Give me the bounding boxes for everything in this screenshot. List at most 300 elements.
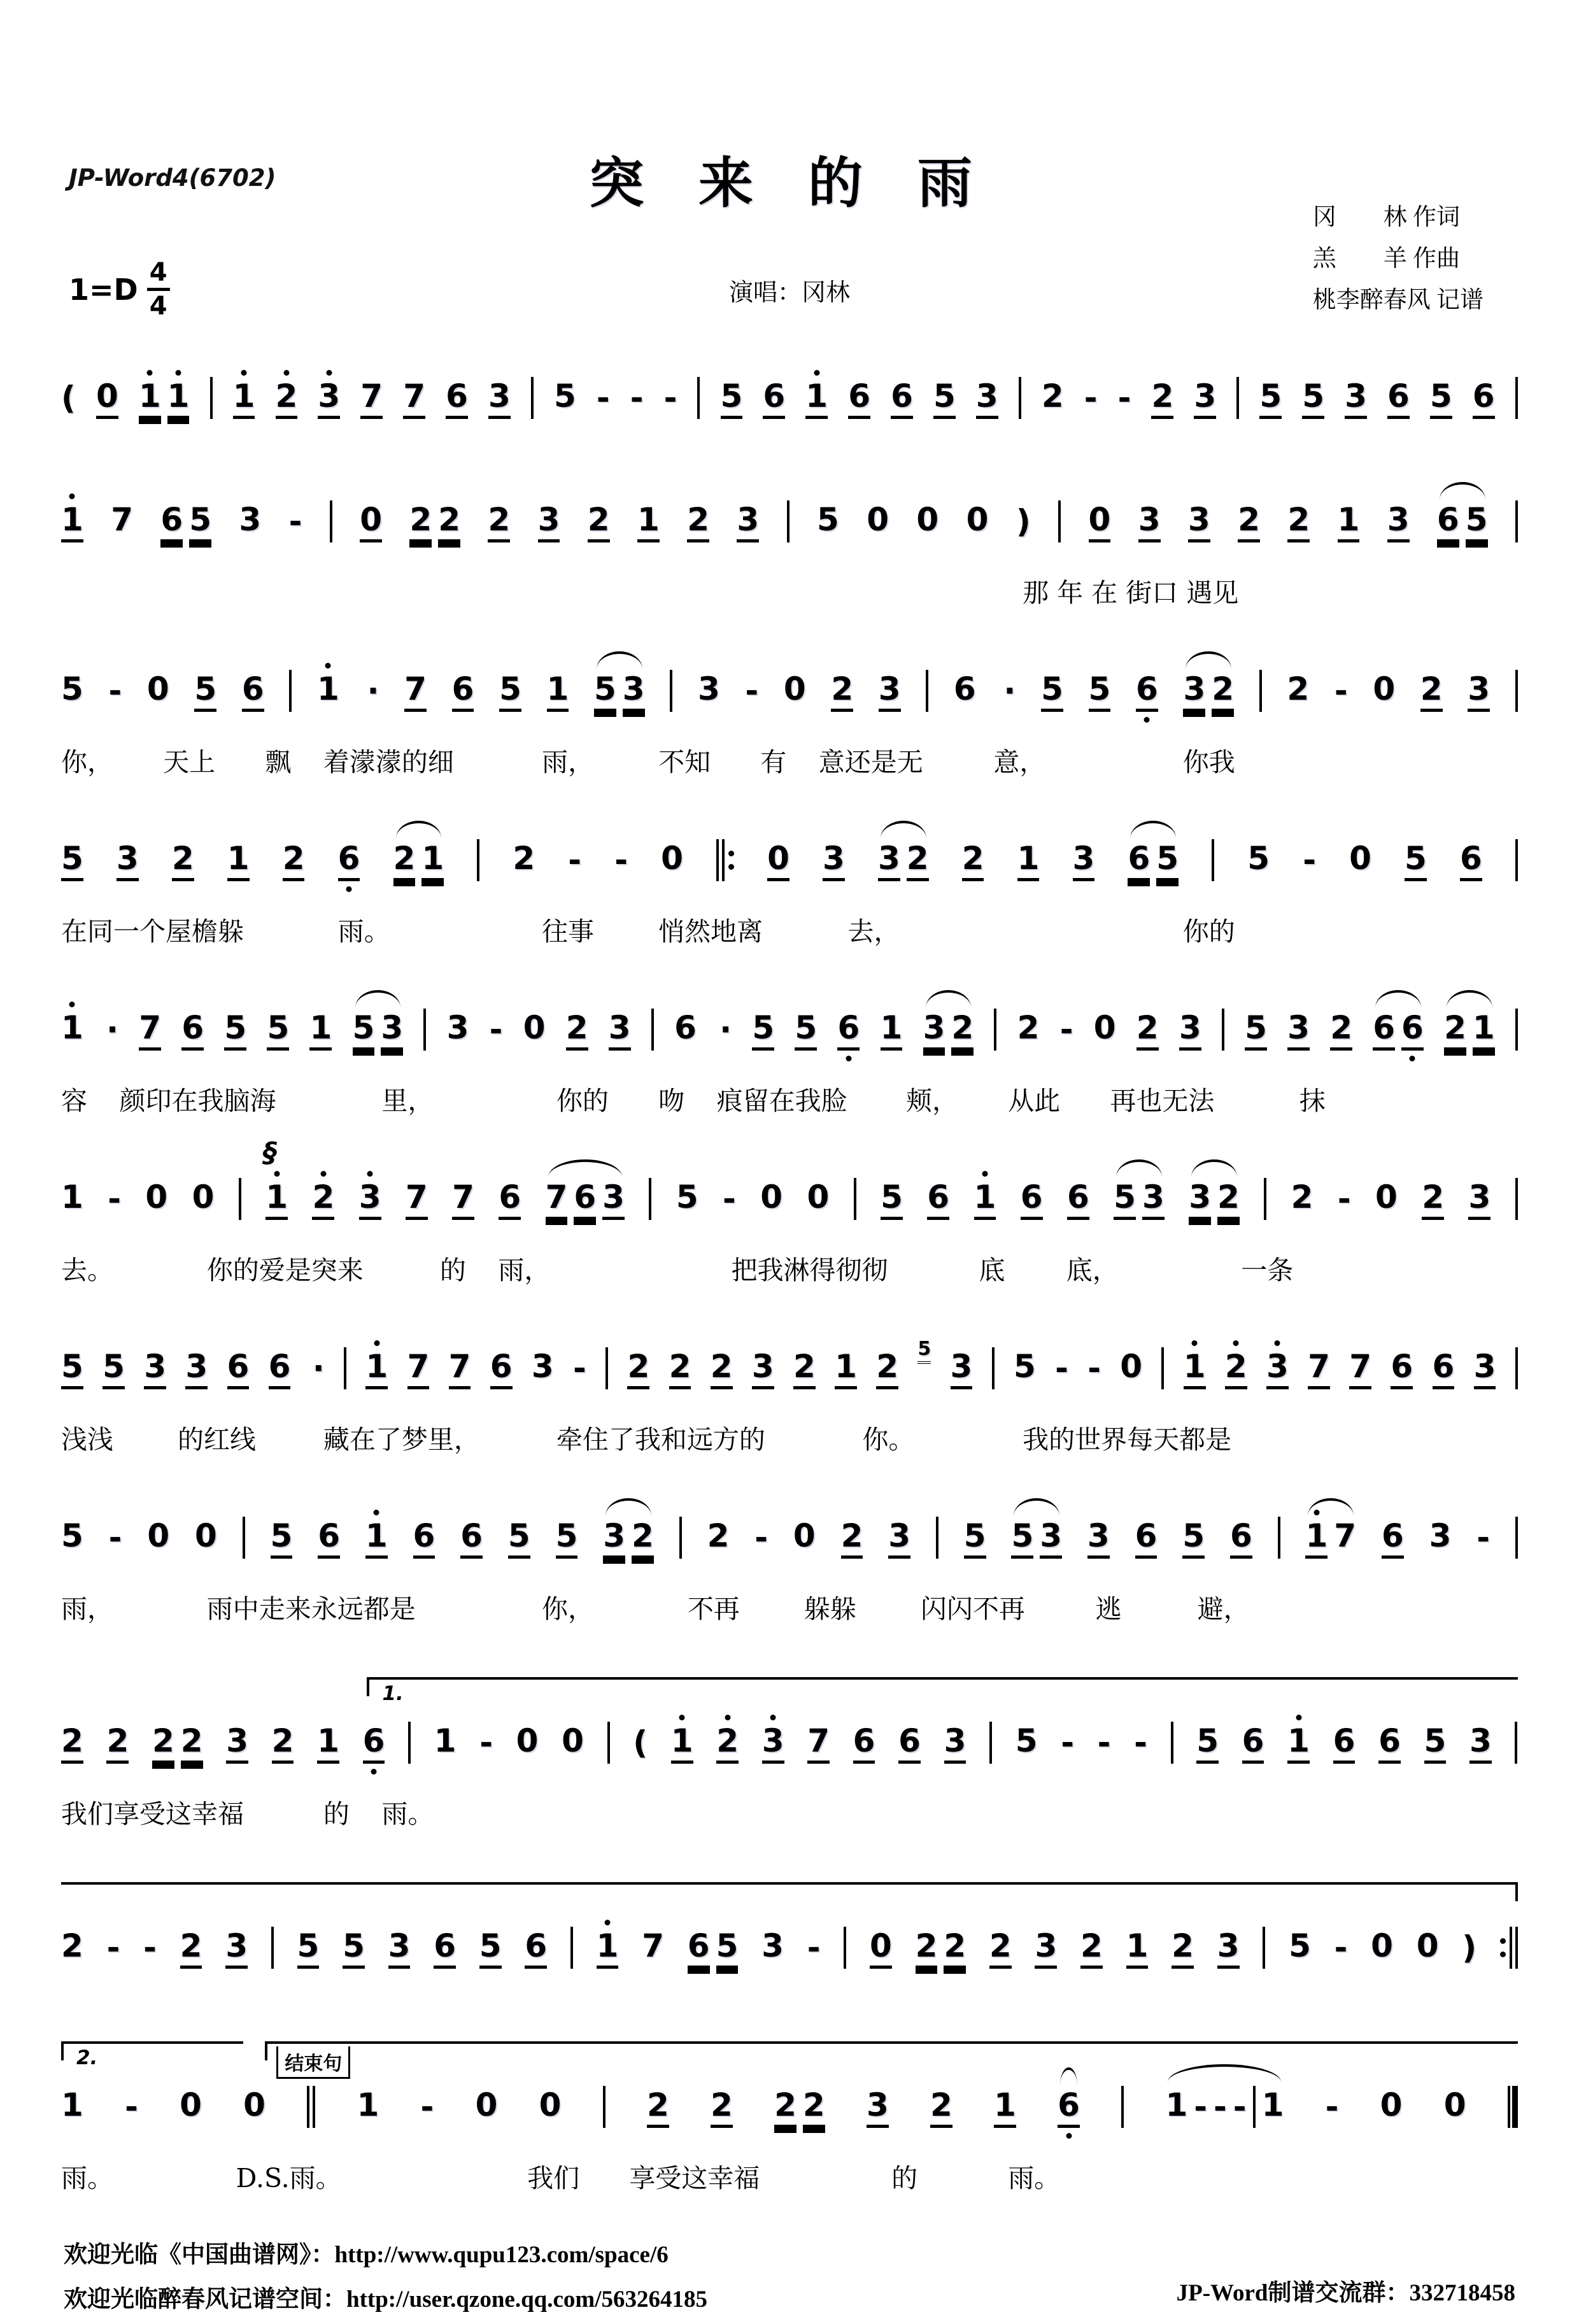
duration-dash: - <box>479 1724 493 1761</box>
note-digit: 6 <box>241 670 264 707</box>
note <box>226 1722 248 1761</box>
duration-dash: - <box>489 1011 503 1048</box>
note <box>276 380 298 416</box>
duration-dash: - <box>1303 842 1316 879</box>
note <box>1120 1350 1142 1386</box>
note-digit: 0 <box>145 1179 168 1215</box>
note-digit: 6 <box>1432 1348 1455 1385</box>
note <box>1468 1181 1490 1217</box>
lyric-text: 的红线 <box>178 1424 257 1455</box>
note-digit: 3 <box>1266 1348 1289 1385</box>
note <box>974 1181 996 1217</box>
note <box>1172 1927 1194 1966</box>
duration-dash: - <box>1059 1011 1073 1048</box>
note-digit: 6 <box>763 378 786 414</box>
slur-group <box>923 1009 974 1047</box>
duration-dash: - <box>1334 1929 1348 1966</box>
note-digit: 1 <box>227 840 250 877</box>
note <box>1093 1009 1116 1047</box>
barline <box>1253 2086 1256 2128</box>
note-digit: 3 <box>751 1348 774 1385</box>
note <box>632 1517 654 1555</box>
note <box>523 1009 546 1047</box>
notation-line <box>61 1327 1518 1410</box>
note-digit: 1 <box>365 1348 388 1385</box>
note-digit: 3 <box>1138 501 1161 538</box>
lyric-text: 着濛濛的细 <box>323 747 454 777</box>
note-digit: 5 <box>103 1348 125 1385</box>
note-digit: 0 <box>1093 1009 1116 1046</box>
note-digit: 2 <box>930 2087 952 2123</box>
barline <box>330 500 332 542</box>
note <box>406 1181 428 1217</box>
duration-dash: - <box>1233 2088 1247 2125</box>
barline <box>1515 670 1518 712</box>
note <box>513 842 535 878</box>
note-digit: 0 <box>1088 501 1111 538</box>
note-digit: 2 <box>1422 1179 1445 1215</box>
note-digit: 2 <box>710 1348 733 1385</box>
note <box>1217 1181 1240 1217</box>
barline-single <box>1253 2086 1256 2128</box>
note-digit: 5 <box>881 1179 903 1215</box>
note <box>927 1181 949 1217</box>
note <box>1073 842 1095 878</box>
note <box>944 1722 967 1761</box>
note-digit: 2 <box>793 1348 816 1385</box>
note-digit: 3 <box>1035 1927 1058 1964</box>
note-digit: 0 <box>767 840 790 877</box>
repeat-dots <box>728 839 734 881</box>
note <box>227 842 250 878</box>
barline <box>992 1347 995 1389</box>
note-digit: 3 <box>1189 1179 1211 1215</box>
note <box>360 501 382 539</box>
beam-group <box>139 380 190 416</box>
barline-single <box>1515 500 1518 542</box>
lyric-text: 你的 <box>556 1086 609 1116</box>
transcriber-credit: 桃李醉春风 记谱 <box>1312 287 1483 313</box>
barline <box>926 670 928 712</box>
note-digit: 6 <box>181 1009 204 1046</box>
note-digit: 5 <box>795 1009 818 1046</box>
note-digit: 5 <box>1013 1348 1036 1385</box>
note <box>407 1350 430 1386</box>
note <box>1017 842 1040 878</box>
duration-dash: - <box>108 1180 121 1217</box>
note <box>180 1927 202 1966</box>
note <box>61 1927 83 1966</box>
page-footer <box>64 2235 1515 2324</box>
barline-single <box>989 1722 992 1764</box>
note-digit: 1 <box>994 2087 1016 2123</box>
lyric-text: 容 <box>61 1086 87 1116</box>
note <box>916 501 939 539</box>
note-digit: 2 <box>1172 1927 1194 1964</box>
note <box>145 1181 167 1217</box>
note <box>1444 2089 1466 2125</box>
barline-single <box>649 1178 651 1220</box>
note-digit: 2 <box>180 1722 203 1759</box>
lyric-text: 躲躲 <box>804 1594 856 1624</box>
note-digit: 0 <box>1416 1927 1439 1964</box>
note-digit: 2 <box>840 1517 863 1554</box>
note-digit: 6 <box>898 1722 921 1759</box>
slur-group <box>1114 1181 1165 1217</box>
slur-group <box>546 1181 625 1217</box>
lyric-text: 闪闪不再 <box>920 1594 1025 1624</box>
barline <box>994 1009 996 1051</box>
barline <box>1263 1927 1265 1969</box>
note <box>1259 380 1282 416</box>
note-digit: 5 <box>61 1517 83 1554</box>
notation-line <box>61 357 1518 439</box>
note-digit: 1 <box>317 1722 339 1759</box>
note-digit: 6 <box>525 1927 548 1964</box>
score-system-5 <box>61 988 1518 1117</box>
lyric-text: 你， <box>61 747 113 777</box>
barline <box>289 670 292 712</box>
note <box>537 501 560 539</box>
note-digit: 1 <box>1305 1517 1328 1554</box>
note <box>1333 1722 1356 1761</box>
note-digit: 3 <box>866 2087 889 2123</box>
lyric-text: 往事 <box>542 916 595 947</box>
barline <box>239 1178 241 1220</box>
duration-dash: - <box>143 1929 157 1966</box>
lyrics-line <box>61 2157 1518 2194</box>
note-digit: 3 <box>1468 670 1490 707</box>
note <box>362 1722 385 1761</box>
singer-line: 演唱：冈林 <box>728 280 850 306</box>
lyric-text: D.S.雨。 <box>236 2163 342 2193</box>
note <box>555 1517 578 1555</box>
note <box>870 1927 892 1966</box>
note-digit: 1 <box>835 1348 857 1385</box>
note-digit: 5 <box>1424 1722 1447 1759</box>
lyric-text: 意还是无 <box>818 747 923 777</box>
note <box>316 670 339 709</box>
duration-dash: - <box>807 1929 821 1966</box>
note <box>476 2089 498 2125</box>
note-digit: 7 <box>452 1179 474 1215</box>
barline-single <box>1515 1722 1517 1764</box>
note-digit: 3 <box>697 670 720 707</box>
note-digit: 3 <box>1469 1722 1492 1759</box>
note-digit: 5 <box>1015 1722 1038 1759</box>
note <box>479 1927 502 1966</box>
score-system-6 <box>61 1137 1518 1286</box>
note-digit: 1 <box>61 1009 83 1046</box>
barline <box>344 1347 346 1389</box>
note <box>181 1009 204 1047</box>
note-digit: 0 <box>180 2087 202 2123</box>
note-digit: 2 <box>1217 1179 1240 1215</box>
note <box>1349 842 1371 878</box>
note <box>160 501 183 539</box>
note <box>434 1722 457 1761</box>
grace-note: 5 <box>917 1340 931 1359</box>
note-digit: 6 <box>434 1927 456 1964</box>
beam-group <box>160 501 211 539</box>
slur-group <box>1011 1517 1063 1555</box>
note <box>1151 380 1173 416</box>
note <box>711 2089 733 2125</box>
note-digit: 6 <box>446 378 468 414</box>
note <box>1041 670 1063 709</box>
note-digit: 5 <box>1289 1927 1311 1964</box>
note-digit: 1 <box>421 840 444 877</box>
footer-links <box>64 2235 707 2324</box>
note <box>697 670 720 709</box>
note <box>1345 380 1367 416</box>
slur-group <box>594 670 645 709</box>
note-digit: 5 <box>1182 1517 1205 1554</box>
duration-dash: - <box>1061 1724 1074 1761</box>
volta-row <box>61 1871 1518 1906</box>
note-digit: 2 <box>687 501 709 538</box>
notation-line <box>61 649 1518 732</box>
barline-single <box>1515 1178 1518 1220</box>
note-digit: 1 <box>596 1927 619 1964</box>
note <box>716 1927 739 1966</box>
note-digit: 0 <box>1371 1927 1393 1964</box>
note <box>1015 1722 1038 1761</box>
note-digit: 2 <box>1420 670 1443 707</box>
note <box>352 1009 375 1047</box>
duration-dash: - <box>573 1350 586 1387</box>
barline-single <box>1058 500 1061 542</box>
volta-bracket <box>61 1882 1518 1901</box>
score-system-1 <box>61 357 1518 439</box>
note-digit: 3 <box>1473 1348 1496 1385</box>
note <box>1436 501 1459 539</box>
note-digit: 2 <box>669 1348 691 1385</box>
note <box>1474 1350 1496 1386</box>
note <box>767 842 790 878</box>
notation-line <box>61 1496 1518 1579</box>
lyrics-line <box>61 1249 1518 1286</box>
barline-single <box>239 1178 241 1220</box>
note <box>1088 501 1111 539</box>
lyric-text: 的 <box>891 2163 918 2193</box>
note-digit: 6 <box>1381 1517 1404 1554</box>
volta-bracket <box>367 1677 1518 1705</box>
note <box>357 2089 379 2125</box>
note <box>263 1137 288 1217</box>
note-digit: 6 <box>451 670 474 707</box>
meter-numerator: 4 <box>147 260 170 291</box>
note-digit: 6 <box>1391 1348 1413 1385</box>
lyric-text: 吻 <box>658 1086 685 1116</box>
augmentation-dot: · <box>106 1011 119 1048</box>
note <box>1021 1181 1043 1217</box>
note <box>1182 1517 1205 1555</box>
note <box>1422 1181 1444 1217</box>
note-digit: 6 <box>1242 1722 1264 1759</box>
note-digit: 6 <box>687 1927 710 1964</box>
lyric-text: 逃 <box>1095 1594 1122 1624</box>
slur-group <box>1165 2086 1284 2128</box>
score-system-2 <box>61 480 1518 609</box>
note <box>106 1722 129 1761</box>
note-digit: 6 <box>1058 2087 1080 2123</box>
note <box>1378 1722 1401 1761</box>
footer-qq-group: JP-Word制谱交流群：332718458 <box>1176 2280 1515 2306</box>
barline <box>607 1722 610 1764</box>
lyric-text: 我的世界每天都是 <box>1023 1424 1232 1455</box>
barline <box>1515 839 1518 881</box>
note-digit: 7 <box>807 1722 830 1759</box>
note <box>317 1722 339 1761</box>
note <box>1337 501 1360 539</box>
note <box>365 1350 388 1386</box>
note <box>192 1181 215 1217</box>
note-digit: 5 <box>1247 840 1270 877</box>
note <box>962 842 984 878</box>
note <box>499 1181 521 1217</box>
beam-group <box>687 1927 739 1966</box>
note-digit: 5 <box>343 1927 365 1964</box>
note <box>898 1722 921 1761</box>
note <box>795 1009 818 1047</box>
barline <box>1500 1927 1518 1969</box>
generator-watermark: JP-Word4(6702) <box>69 164 276 192</box>
note <box>1349 1350 1371 1386</box>
note <box>1184 1350 1206 1386</box>
note <box>793 1350 816 1386</box>
note <box>393 842 416 878</box>
note-digit: 5 <box>1156 840 1179 877</box>
note <box>867 501 889 539</box>
note <box>1114 1181 1136 1217</box>
parenthesis: ) <box>1016 503 1031 540</box>
note <box>783 670 806 709</box>
note <box>139 1009 162 1047</box>
note-digit: 6 <box>1135 1517 1158 1554</box>
note <box>1242 1722 1264 1761</box>
note <box>933 380 956 416</box>
barline <box>531 377 534 419</box>
note-digit: 0 <box>516 1722 539 1759</box>
note <box>1017 1009 1040 1047</box>
note-digit: 7 <box>545 1179 568 1215</box>
duration-dash: - <box>1194 2088 1208 2125</box>
note-digit: 3 <box>1142 1179 1165 1215</box>
note-digit: 3 <box>531 1348 554 1385</box>
note <box>878 670 901 709</box>
note-digit: 3 <box>318 378 341 414</box>
lyric-text: 雨。 <box>381 1799 434 1829</box>
note <box>565 1009 588 1047</box>
note-digit: 0 <box>1373 670 1396 707</box>
note-digit: 3 <box>878 670 901 707</box>
barline-single <box>1171 1722 1173 1764</box>
note <box>642 1927 665 1966</box>
duration-dash: - <box>108 672 122 709</box>
barline <box>844 1927 846 1969</box>
barline-single <box>243 1517 245 1559</box>
note-digit: 2 <box>61 1722 83 1759</box>
note <box>737 501 760 539</box>
lyric-text: 避， <box>1197 1594 1250 1624</box>
barline-single <box>936 1517 938 1559</box>
lyric-text: 再也无法 <box>1110 1086 1215 1116</box>
duration-dash: - <box>596 379 610 416</box>
note <box>1247 842 1270 878</box>
note <box>546 670 569 709</box>
note <box>880 1009 903 1047</box>
note <box>1229 1517 1252 1555</box>
barline-single <box>670 670 672 712</box>
note <box>1469 1722 1492 1761</box>
barline-single <box>992 1347 995 1389</box>
note <box>312 1181 334 1217</box>
slur-group <box>1128 842 1179 878</box>
note <box>587 501 610 539</box>
note-digit: 0 <box>1349 840 1371 877</box>
note <box>761 1722 784 1761</box>
note-digit: 0 <box>360 501 382 538</box>
note-digit: 6 <box>837 1009 860 1046</box>
note <box>338 842 360 878</box>
note <box>185 1350 208 1386</box>
note <box>532 1350 554 1386</box>
note-digit: 2 <box>409 501 432 538</box>
note <box>1380 2089 1403 2125</box>
lyric-text: 去， <box>847 916 900 947</box>
dot <box>1500 1952 1506 1957</box>
note-digit: 1 <box>61 2087 83 2123</box>
lyric-text: 雨。 <box>61 2163 113 2193</box>
note <box>878 842 900 878</box>
note-digit: 1 <box>434 1722 457 1759</box>
duration-dash: - <box>630 379 644 416</box>
note <box>994 2089 1016 2125</box>
note-digit: 2 <box>393 840 416 877</box>
note-digit: 0 <box>523 1009 546 1046</box>
note-digit: 1 <box>316 670 339 707</box>
note <box>243 2089 266 2125</box>
note <box>1196 1722 1219 1761</box>
note <box>1287 670 1310 709</box>
note-digit: 6 <box>1401 1009 1424 1046</box>
note <box>831 670 854 709</box>
note <box>1373 670 1396 709</box>
note-digit: 6 <box>574 1179 597 1215</box>
lyric-text: 你我 <box>1182 747 1235 777</box>
note <box>172 842 194 878</box>
note-digit: 7 <box>404 670 427 707</box>
note <box>452 1181 474 1217</box>
note-digit: 5 <box>752 1009 775 1046</box>
barline <box>1121 2086 1124 2128</box>
note <box>1189 1181 1211 1217</box>
barline-single <box>1515 839 1518 881</box>
repeat-dots <box>1500 1927 1506 1969</box>
barline <box>1222 1009 1224 1051</box>
note <box>687 501 709 539</box>
note <box>594 670 616 709</box>
note-digit: 5 <box>553 378 576 414</box>
note <box>403 380 425 416</box>
barline <box>670 670 672 712</box>
note-digit: 0 <box>475 2087 498 2123</box>
note <box>1424 1722 1447 1761</box>
note <box>1387 380 1410 416</box>
barline <box>1264 1178 1266 1220</box>
score-body <box>0 344 1579 2194</box>
